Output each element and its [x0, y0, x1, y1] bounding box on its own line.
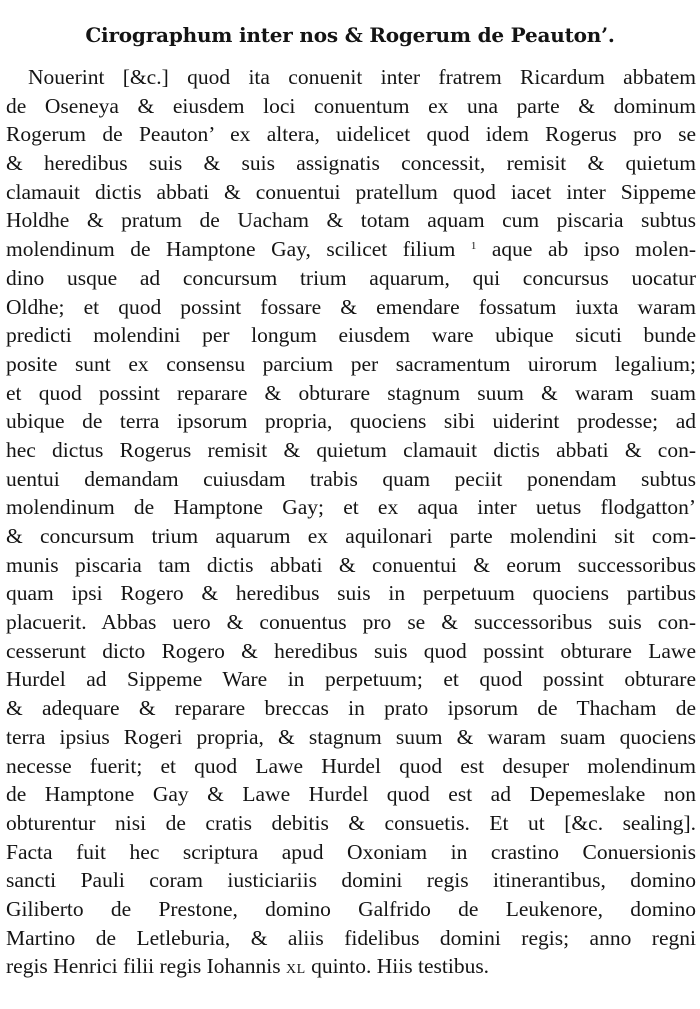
text-line: molendinum de Hamptone Gay; et ex aqua inter uetus flodgatton’ — [6, 495, 696, 520]
text-line: Giliberto de Prestone, domino Galfrido de Leukenore, domino — [6, 896, 696, 921]
text-line: Holdhe & pratum de Uacham & totam aquam cum piscaria subtus — [6, 208, 696, 233]
text-line: Facta fuit hec scriptura apud Oxoniam in crastino Conuersionis — [6, 839, 696, 864]
text-line: sancti Pauli coram iusticiariis domini regis itinerantibus, domino — [6, 868, 696, 893]
text-line: placuerit. Abbas uero & conuentus pro se & successoribus suis con- — [6, 610, 696, 635]
text-line: de Oseneya & eiusdem loci conuentum ex una parte & dominum — [6, 93, 696, 118]
text-line: & concursum trium aquarum ex aquilonari parte molendini sit com- — [6, 524, 696, 548]
text-line: necesse fuerit; et quod Lawe Hurdel quod est desuper molendinum — [6, 753, 696, 778]
text-line: hec dictus Rogerus remisit & quietum clamauit dictis abbati & con- — [6, 437, 696, 462]
text-line: Oldhe; et quod possint fossare & emendare fossatum iuxta waram — [6, 294, 696, 319]
text-line: de Hamptone Gay & Lawe Hurdel quod est ad Depemeslake non — [6, 782, 696, 807]
text-line: clamauit dictis abbati & conuentui pratellum quod iacet inter Sippeme — [6, 179, 696, 204]
text-line: cesserunt dicto Rogero & heredibus suis quod possint obturare Lawe — [6, 638, 696, 663]
text-segment: aque ab ipso molen- — [491, 237, 697, 262]
text-line: obturentur nisi de cratis debitis & consuetis. Et ut [&c. sealing]. — [6, 810, 696, 835]
text-line: dino usque ad concursum trium aquarum, qui concursus uocatur — [6, 265, 696, 290]
text-line: posite sunt ex consensu parcium per sacramentum uirorum legalium; — [6, 351, 696, 376]
roman-numeral: XL — [286, 962, 306, 978]
document-title: Cirographum inter nos & Rogerum de Peauton’. — [85, 23, 615, 47]
text-line: terra ipsius Rogeri propria, & stagnum suum & waram suam quociens — [6, 724, 696, 749]
text-segment: quinto. Hiis testibus. — [311, 954, 490, 979]
text-line: Hurdel ad Sippeme Ware in perpetuum; et quod possint obturare — [6, 667, 696, 692]
text-line: Martino de Letleburia, & aliis fidelibus domini regis; anno regni — [6, 925, 696, 950]
text-line: munis piscaria tam dictis abbati & conuentui & eorum successoribus — [6, 552, 696, 577]
text-line: & adequare & reparare breccas in prato ipsorum de Thacham de — [6, 696, 696, 721]
text-line: predicti molendini per longum eiusdem ware ubique sicuti bunde — [6, 323, 696, 348]
text-line: Rogerum de Peauton’ ex altera, uidelicet quod idem Rogerus pro se — [6, 122, 696, 147]
text-segment: molendinum de Hamptone Gay, scilicet filium — [6, 237, 456, 262]
text-line: ubique de terra ipsorum propria, quociens sibi uiderint prodesse; ad — [6, 409, 696, 434]
text-line: quam ipsi Rogero & heredibus suis in perpetuum quociens partibus — [6, 581, 696, 606]
document-body — [6, 63, 696, 981]
text-segment: regis Henrici filii regis Iohannis — [6, 954, 281, 979]
text-line: uentui demandam cuiusdam trabis quam peciit ponendam subtus — [6, 466, 696, 491]
footnote-marker: 1 — [470, 240, 477, 253]
text-line: Nouerint [&c.] quod ita conuenit inter fratrem Ricardum abbatem — [28, 65, 696, 89]
text-line: et quod possint reparare & obturare stagnum suum & waram suam — [6, 380, 696, 405]
text-line — [6, 235, 696, 264]
text-line — [6, 952, 696, 981]
text-line: & heredibus suis & suis assignatis concessit, remisit & quietum — [6, 151, 696, 176]
